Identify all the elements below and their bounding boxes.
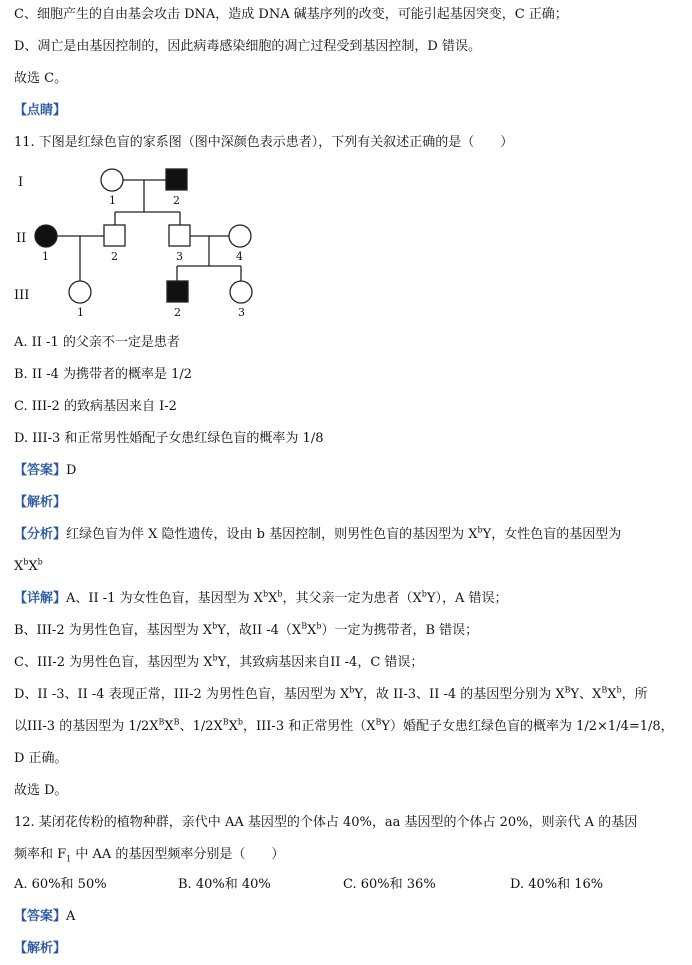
fenxi-line-2 [14,558,43,576]
superscript: b [421,589,427,599]
superscript: b [263,589,269,599]
i1-female-normal [101,169,123,191]
subscript: 1 [66,854,72,864]
ii4-female-normal [229,225,251,247]
superscript: b [237,717,244,727]
answer-line [14,462,76,480]
superscript: b [37,557,43,567]
superscript: b [616,685,622,695]
text-run: X [164,719,174,734]
iii3-female-normal [230,281,252,303]
text-line: D、凋亡是由基因控制的，因此病毒感染细胞的凋亡过程受到基因控制，D 错误。 [14,39,481,54]
individual-number: 1 [109,194,116,207]
option-a: A. II -1 的父亲不一定是患者 [14,335,180,350]
question-12-cont [14,846,284,864]
text-run: X [14,559,24,574]
superscript: B [222,717,229,727]
answer-tag: 【答案】 [14,909,67,924]
text-run: 以III-3 的基因型为 1/2X [14,719,159,734]
text-run: B、III-2 为男性色盲，基因型为 X [14,623,213,638]
superscript: b [212,653,218,663]
answer-line [14,908,75,926]
superscript: b [277,589,283,599]
text-line: C、细胞产生的自由基会攻击 DNA，造成 DNA 碱基序列的改变，可能引起基因突变，C 正确； [14,7,568,22]
superscript: b [23,557,29,567]
q12-option-c: C. 60%和 36% [343,877,436,892]
option-d: D. III-3 和正常男性婚配子女患红绿色盲的概率为 1/8 [14,431,324,446]
iii1-female-normal [69,281,91,303]
text-run: X [268,591,278,606]
xiangjie-tag: 【详解】 [14,591,67,606]
analysis-tag: 【解析】 [14,941,67,956]
superscript: b [477,525,483,535]
fenxi-tag: 【分析】 [14,527,67,542]
text-run: 红绿色盲为伴 X 隐性遗传，设由 b 基因控制，则男性色盲的基因型为 X [66,527,478,542]
text-line: D 正确。 [14,751,68,766]
individual-number: 3 [176,250,183,263]
detail-b [14,622,478,640]
text-run: X [607,687,617,702]
superscript: b [316,621,322,631]
individual-number: 2 [111,250,118,263]
text-run: Y），A 错误； [426,591,508,606]
ii3-male-normal [169,225,190,246]
text-run: 频率和 F [14,847,67,862]
detail-d [14,686,648,704]
option-c: C. III-2 的致病基因来自 I-2 [14,399,177,414]
text-run: ，其父亲一定为患者（X [282,591,422,606]
question-12: 12. 某闭花传粉的植物种群，亲代中 AA 基因型的个体占 40%，aa 基因型的个体占 20%，则亲代 A 的基因 [14,815,638,830]
text-run: D、II -3、II -4 表现正常，III-2 为男性色盲，基因型为 X [14,687,350,702]
text-run: X [228,719,238,734]
superscript: B [601,685,608,695]
text-run: Y，其致病基因来自II -4，C 错误； [217,655,424,670]
text-run: 中 AA 的基因型频率分别是（ ） [71,847,285,862]
superscript: B [173,717,180,727]
detail-e [14,718,674,736]
question-11: 11. 下图是红绿色盲的家系图（图中深颜色表示患者），下列有关叙述正确的是（ ） [14,135,514,150]
text-run: Y，故 II-3、II -4 的基因型分别为 X [354,687,565,702]
superscript: B [158,717,165,727]
text-run: Y）婚配子女患红绿色盲的概率为 1/2×1/4=1/8， [381,719,674,734]
ii2-male-normal [104,225,125,246]
individual-number: 2 [174,306,181,319]
text-line: 故选 D。 [14,783,68,798]
individual-number: 1 [42,250,49,263]
generation-label: II [16,231,27,246]
q12-option-b: B. 40%和 40% [178,877,271,892]
analysis-tag: 【解析】 [14,495,67,510]
superscript: b [349,685,355,695]
answer-value: A [66,909,76,924]
individual-number: 2 [173,194,180,207]
text-run: A、II -1 为女性色盲，基因型为 X [66,591,263,606]
text-run: C、III-2 为男性色盲，基因型为 X [14,655,213,670]
text-run: Y、X [570,687,602,702]
q12-option-d: D. 40%和 16% [510,877,604,892]
superscript: B [375,717,382,727]
generation-label: I [18,175,24,190]
superscript: B [301,621,308,631]
text-run: ，所 [621,687,648,702]
detail-c [14,654,423,672]
text-run: ）一定为携带者，B 错误； [321,623,479,638]
pedigree-diagram [10,162,290,322]
iii2-male-affected [167,281,188,302]
text-run: X [28,559,38,574]
xiangjie-line [14,590,508,608]
i2-male-affected [166,169,187,190]
text-run: Y，故II -4（X [217,623,302,638]
individual-number: 3 [238,306,245,319]
text-run: X [307,623,317,638]
fenxi-line [14,526,621,544]
text-run: Y，女性色盲的基因型为 [482,527,622,542]
text-line: 故选 C。 [14,71,68,86]
superscript: B [564,685,571,695]
text-run: 、1/2X [179,719,223,734]
section-tag: 【点睛】 [14,103,67,118]
ii1-female-affected [35,225,57,247]
q12-option-a: A. 60%和 50% [14,877,107,892]
individual-number: 1 [77,306,84,319]
answer-value: D [66,463,77,478]
individual-number: 4 [236,250,243,263]
generation-label: III [14,288,30,303]
superscript: b [212,621,218,631]
answer-tag: 【答案】 [14,463,67,478]
text-run: ，III-3 和正常男性（X [243,719,376,734]
option-b: B. II -4 为携带者的概率是 1/2 [14,367,193,382]
